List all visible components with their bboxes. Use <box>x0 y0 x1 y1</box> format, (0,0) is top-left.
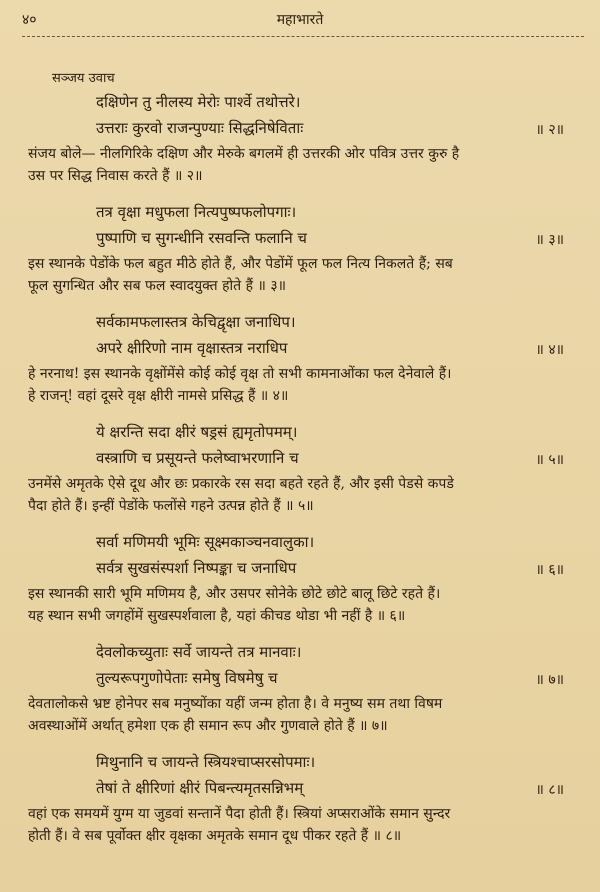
speaker-label: सञ्जय उवाच <box>52 71 115 86</box>
translation-line: इस स्थानकी सारी भूमि मणिमय है, और उसपर सोनेके छोटे छोटे बालू छिटे रहते हैं। <box>28 586 441 602</box>
shloka-line: देवलोकच्युताः सर्वे जायन्ते तत्र मानवाः। <box>96 643 302 661</box>
translation-line: इस स्थानके पेडोंके फल बहुत मीठे होते हैं, और पेडोंमें फूल फल नित्य निकलते हैं; सब <box>28 256 453 272</box>
shloka-line: तत्र वृक्षा मधुफला नित्यपुष्पफलोपगाः। <box>96 203 297 221</box>
shloka-line: मिथुनानि च जायन्ते स्त्रियश्चाप्सरसोपमाः। <box>96 753 316 771</box>
verse-number: ॥ ४॥ <box>535 342 564 358</box>
shloka-line: ये क्षरन्ति सदा क्षीरं षड्रसं ह्यमृतोपमम्। <box>96 423 298 441</box>
shloka-line: तुल्यरूपगुणोपेताः समेषु विषमेषु च <box>96 669 278 687</box>
page-header <box>0 6 600 32</box>
page-number: ४० <box>22 12 37 28</box>
translation-line: पैदा होते हैं। इन्हीं पेडोंके फलोंसे गहने उत्पन्न होते हैं ॥ ५॥ <box>28 498 314 514</box>
shloka-line: तेषां ते क्षीरिणां क्षीरं पिबन्त्यमृतसन्निभम् <box>96 779 304 797</box>
translation-line: उनमेंसे अमृतके ऐसे दूध और छः प्रकारके रस सदा बहते रहते हैं, और इसी पेडसे कपडे <box>28 476 454 492</box>
shloka-line: वस्त्राणि च प्रसूयन्ते फलेष्वाभरणानि च <box>96 449 299 467</box>
translation-line: होती हैं। वे सब पूर्वोक्त क्षीर वृक्षका अमृतके समान दूध पीकर रहते हैं ॥ ८॥ <box>28 828 402 844</box>
verse-number: ॥ ८॥ <box>535 782 564 798</box>
translation-line: उस पर सिद्ध निवास करते हैं ॥ २॥ <box>28 168 203 184</box>
book-title: महाभारते <box>276 12 324 28</box>
header-rule <box>22 36 584 37</box>
verse-number: ॥ ७॥ <box>535 672 564 688</box>
verse-number: ॥ ६॥ <box>535 562 564 578</box>
shloka-line: दक्षिणेन तु नीलस्य मेरोः पार्श्वे तथोत्तरे। <box>96 93 301 111</box>
shloka-line: उत्तराः कुरवो राजन्पुण्याः सिद्धनिषेविताः <box>96 119 304 137</box>
shloka-line: सर्वकामफलास्तत्र केचिद्वृक्षा जनाधिप। <box>96 313 296 331</box>
translation-line: फूल सुगन्धित और सब फल स्वादयुक्त होते हैं ॥ ३॥ <box>28 278 286 294</box>
translation-line: देवतालोकसे भ्रष्ट होनेपर सब मनुष्योंका यहीं जन्म होता है। वे मनुष्य सम तथा विषम <box>28 696 443 712</box>
translation-line: हे नरनाथ! इस स्थानके वृक्षोंमेंसे कोई कोई वृक्ष तो सभी कामनाओंका फल देनेवाले हैं। <box>28 366 452 382</box>
shloka-line: सर्वत्र सुखसंस्पर्शा निष्पङ्का च जनाधिप <box>96 559 297 577</box>
verse-number: ॥ ५॥ <box>535 452 564 468</box>
shloka-line: सर्वा मणिमयी भूमिः सूक्ष्मकाञ्चनवालुका। <box>96 533 315 551</box>
translation-line: यह स्थान सभी जगहोंमें सुखस्पर्शवाला है, यहां कीचड थोडा भी नहीं है ॥ ६॥ <box>28 608 406 624</box>
translation-line: संजय बोले— नीलगिरिके दक्षिण और मेरुके बगलमें ही उत्तरकी ओर पवित्र उत्तर कुरु है <box>28 146 460 162</box>
shloka-line: पुष्पाणि च सुगन्धीनि रसवन्ति फलानि च <box>96 229 307 247</box>
verse-number: ॥ ३॥ <box>535 232 564 248</box>
translation-line: हे राजन्! वहां दूसरे वृक्ष क्षीरी नामसे प्रसिद्ध हैं ॥ ४॥ <box>28 388 289 404</box>
translation-line: वहां एक समयमें युग्म या जुडवां सन्तानें पैदा होती हैं। स्त्रियां अप्सराओंके समान सुन्दर <box>28 806 451 822</box>
translation-line: अवस्थाओंमें अर्थात् हमेशा एक ही समान रूप और गुणवाले होते हैं ॥ ७॥ <box>28 718 388 734</box>
shloka-line: अपरे क्षीरिणो नाम वृक्षास्तत्र नराधिप <box>96 339 288 357</box>
verse-number: ॥ २॥ <box>535 122 564 138</box>
